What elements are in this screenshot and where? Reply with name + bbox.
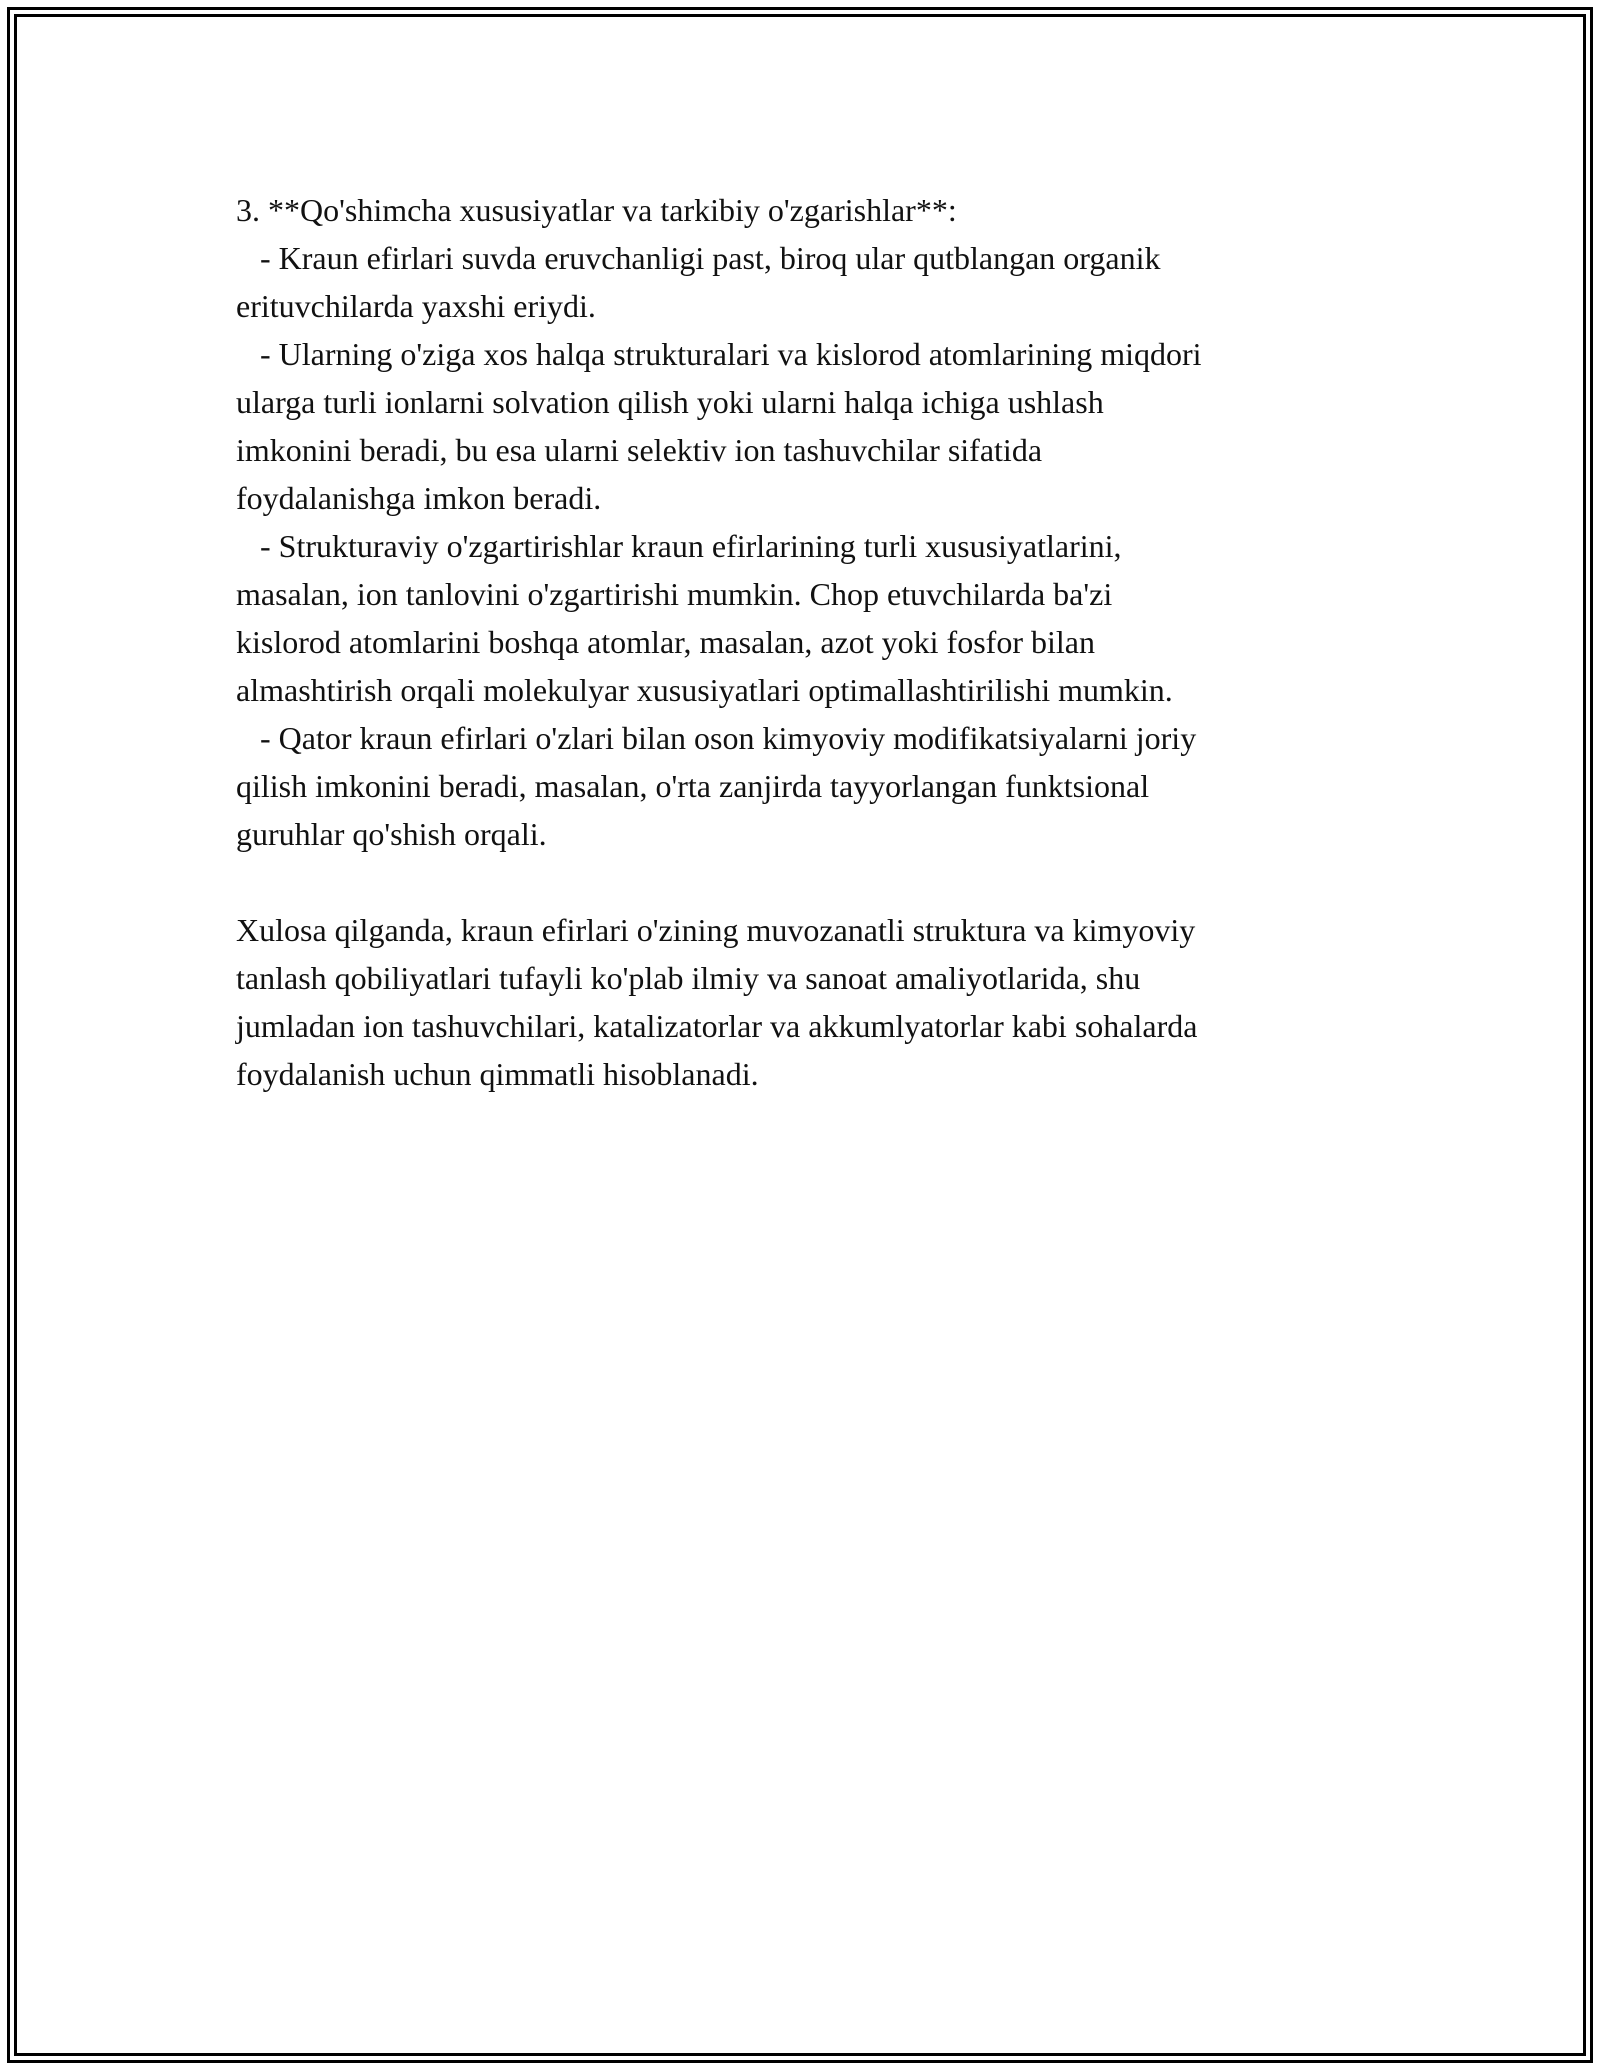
paragraph-spacer — [236, 858, 1366, 906]
text-line: guruhlar qo'shish orqali. — [236, 816, 547, 852]
bullet-item — [236, 234, 1366, 330]
text-line: almashtirish orqali molekulyar xususiyatlari optimallashtirilishi mumkin. — [236, 672, 1173, 708]
bullet-item — [236, 714, 1366, 858]
section-heading: 3. **Qo'shimcha xususiyatlar va tarkibiy o'zgarishlar**: — [236, 192, 957, 228]
bullet-item — [236, 330, 1366, 522]
text-line: - Kraun efirlari suvda eruvchanligi past, biroq ular qutblangan organik — [236, 240, 1161, 276]
document-body — [236, 186, 1366, 1098]
text-line: foydalanish uchun qimmatli hisoblanadi. — [236, 1056, 759, 1092]
text-line: imkonini beradi, bu esa ularni selektiv ion tashuvchilar sifatida — [236, 432, 1043, 468]
text-line: tanlash qobiliyatlari tufayli ko'plab ilmiy va sanoat amaliyotlarida, shu — [236, 960, 1141, 996]
text-line: erituvchilarda yaxshi eriydi. — [236, 288, 596, 324]
text-line: foydalanishga imkon beradi. — [236, 480, 602, 516]
text-line: ularga turli ionlarni solvation qilish yoki ularni halqa ichiga ushlash — [236, 384, 1104, 420]
text-line: kislorod atomlarini boshqa atomlar, masalan, azot yoki fosfor bilan — [236, 624, 1095, 660]
text-line: - Strukturaviy o'zgartirishlar kraun efirlarining turli xususiyatlarini, — [236, 528, 1122, 564]
text-line: - Qator kraun efirlari o'zlari bilan oson kimyoviy modifikatsiyalarni joriy — [236, 720, 1197, 756]
text-line: Xulosa qilganda, kraun efirlari o'zining muvozanatli struktura va kimyoviy — [236, 912, 1196, 948]
text-line: qilish imkonini beradi, masalan, o'rta zanjirda tayyorlangan funktsional — [236, 768, 1150, 804]
text-line: masalan, ion tanlovini o'zgartirishi mumkin. Chop etuvchilarda ba'zi — [236, 576, 1113, 612]
text-line: - Ularning o'ziga xos halqa strukturalari va kislorod atomlarining miqdori — [236, 336, 1202, 372]
bullet-item — [236, 522, 1366, 714]
text-line: jumladan ion tashuvchilari, katalizatorlar va akkumlyatorlar kabi sohalarda — [236, 1008, 1198, 1044]
conclusion-paragraph — [236, 906, 1366, 1098]
